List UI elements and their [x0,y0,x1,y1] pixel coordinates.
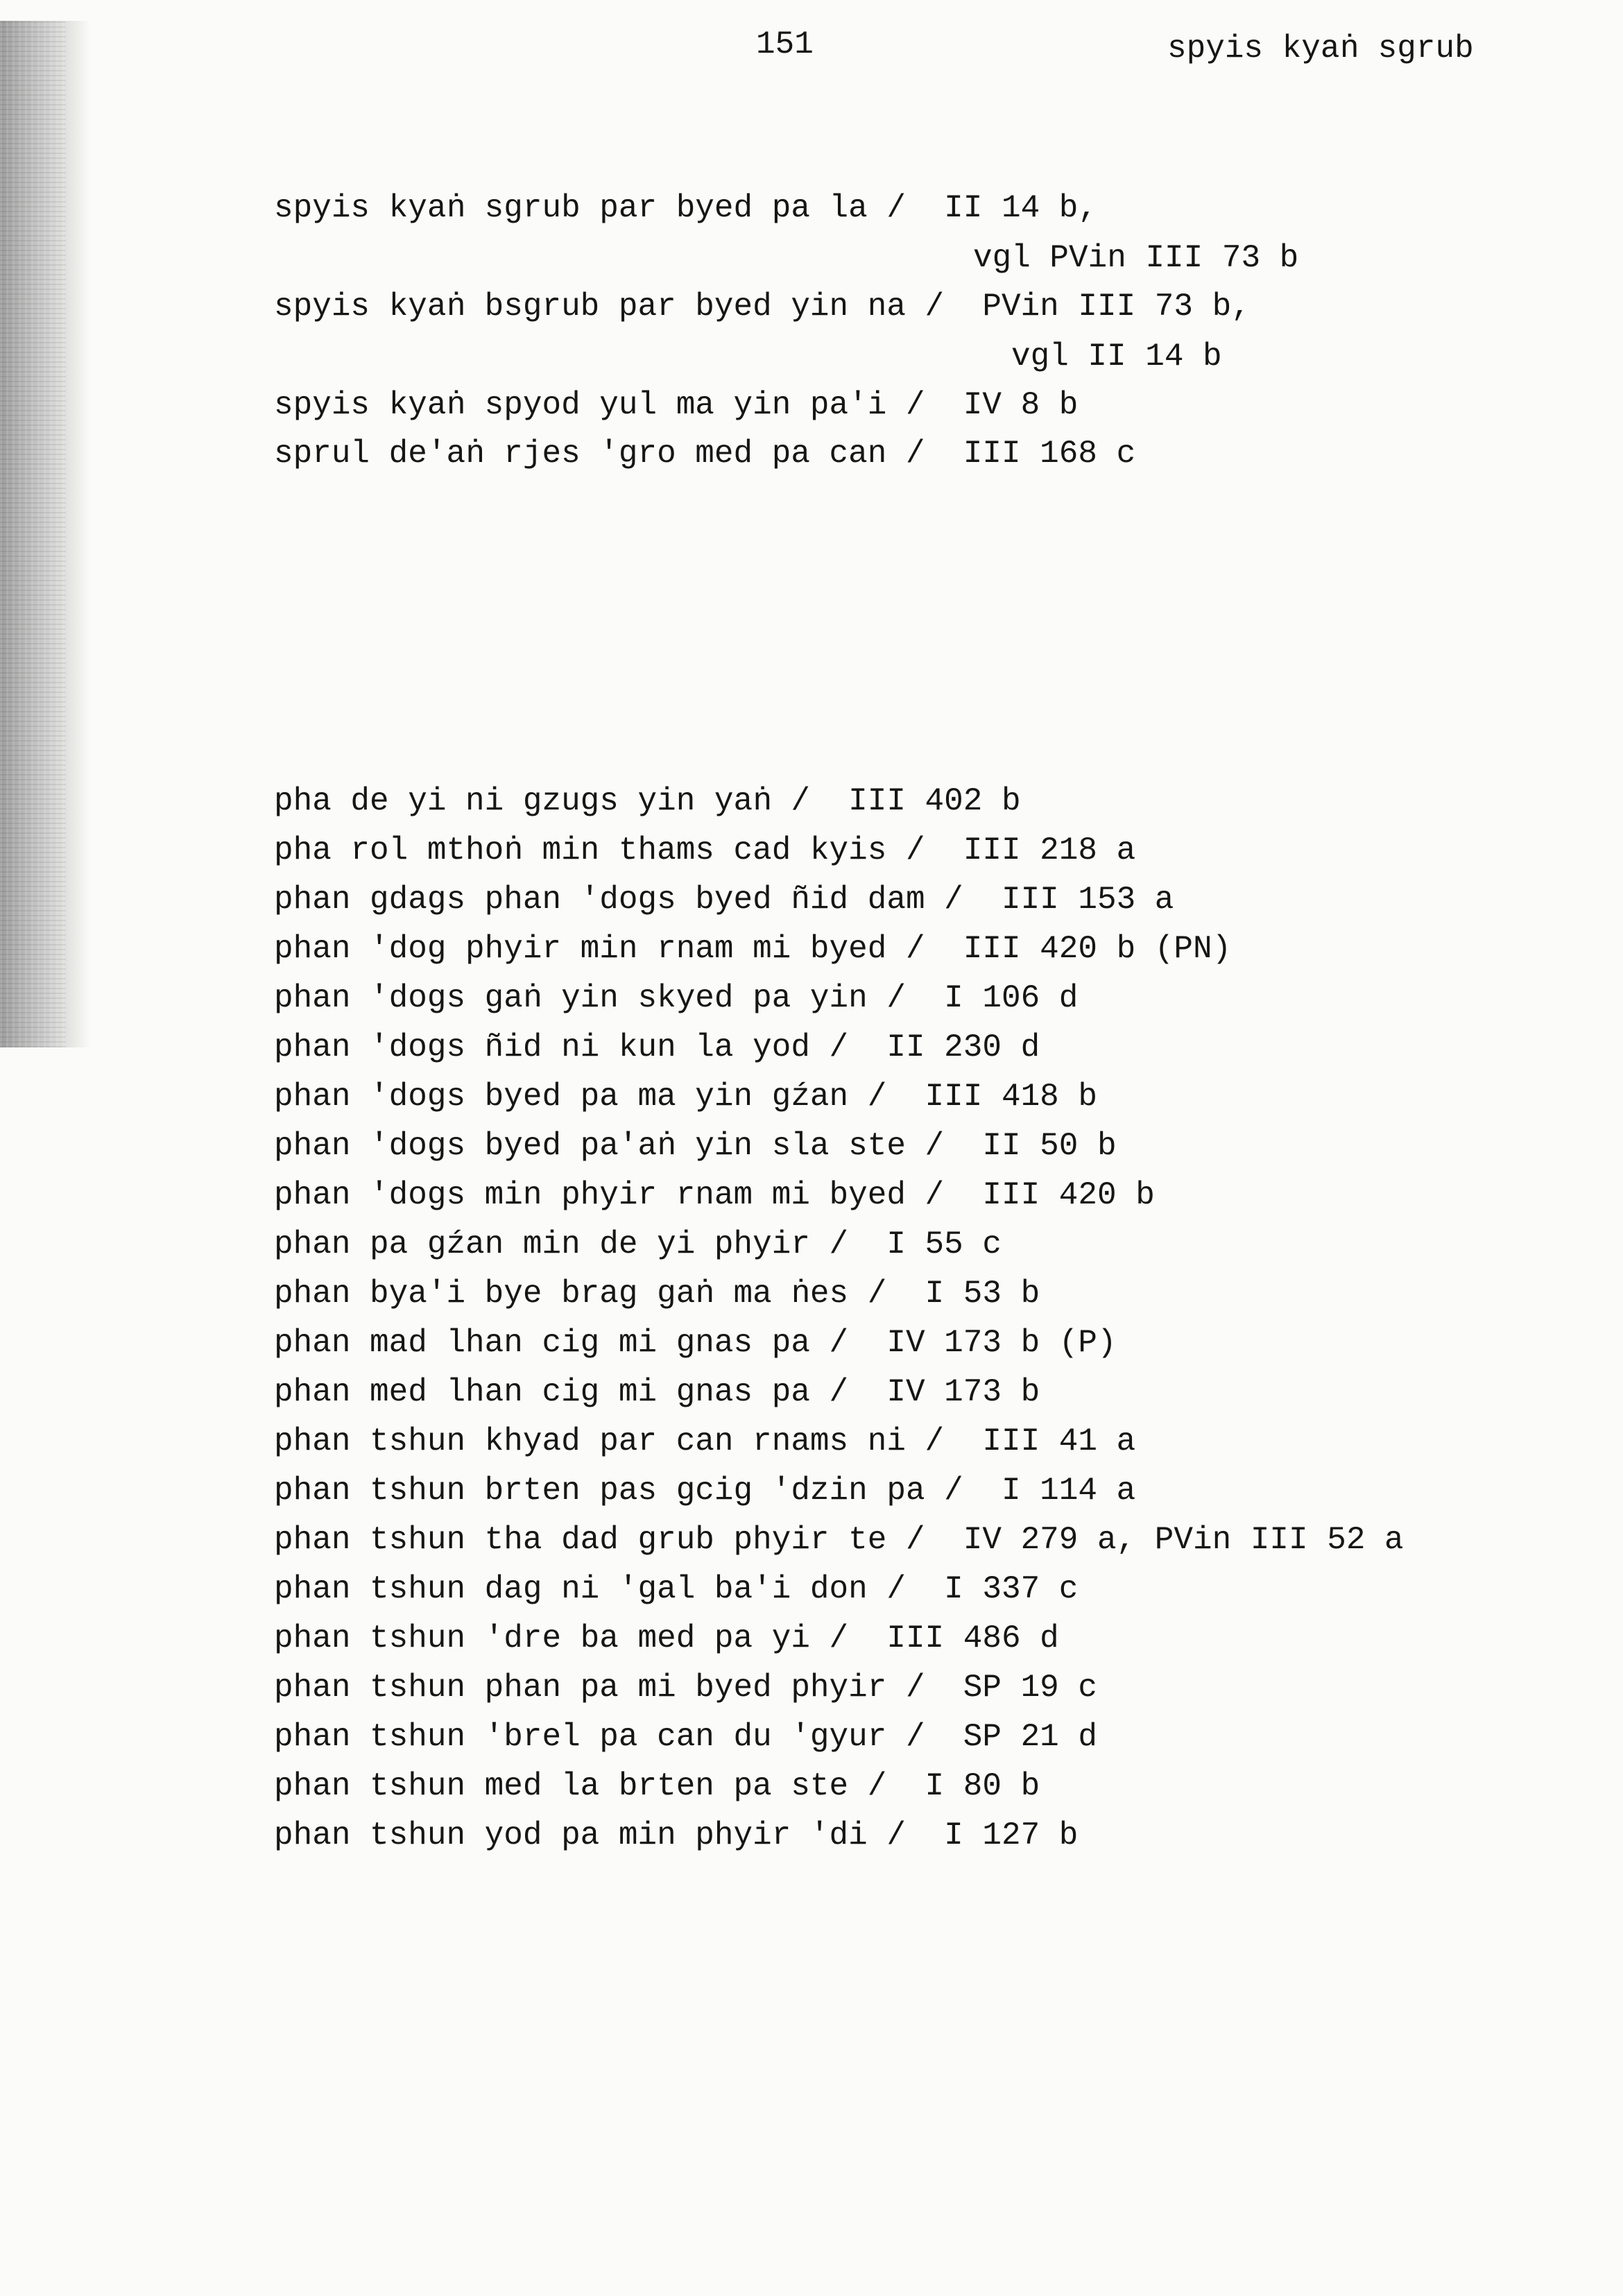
entry-line: phan tshun phan pa mi byed phyir / SP 19 c [274,1670,1097,1706]
entry-line: phan tshun 'dre ba med pa yi / III 486 d [274,1620,1059,1656]
entry-line: phan 'dogs ñid ni kun la yod / II 230 d [274,1029,1040,1065]
entry-line: phan tshun khyad par can rnams ni / III 41 a [274,1423,1136,1459]
entry-continuation: vgl PVin III 73 b [973,240,1299,276]
entry-line: phan tshun med la brten pa ste / I 80 b [274,1768,1040,1804]
running-head: spyis kyaṅ sgrub [1167,31,1474,67]
entry-line: phan tshun tha dad grub phyir te / IV 279 a, PVin III 52 a [274,1522,1404,1558]
entry-line: sprul de'aṅ rjes 'gro med pa can / III 168 c [274,436,1136,472]
entry-line: phan 'dogs byed pa'aṅ yin sla ste / II 50 b [274,1128,1117,1164]
entry-line: phan med lhan cig mi gnas pa / IV 173 b [274,1374,1040,1410]
entry-line: phan 'dog phyir min rnam mi byed / III 420 b (PN) [274,931,1232,967]
entry-line: phan mad lhan cig mi gnas pa / IV 173 b (P) [274,1325,1117,1361]
entry-line: pha de yi ni gzugs yin yaṅ / III 402 b [274,783,1021,819]
entry-continuation: vgl II 14 b [1011,339,1222,375]
scan-binding-texture [0,21,66,1047]
entry-line: spyis kyaṅ spyod yul ma yin pa'i / IV 8 b [274,387,1079,423]
entry-line: phan tshun yod pa min phyir 'di / I 127 b [274,1817,1079,1853]
entry-line: phan tshun brten pas gcig 'dzin pa / I 114 a [274,1473,1136,1509]
entry-line: spyis kyaṅ sgrub par byed pa la / II 14 b, [274,190,1097,226]
entry-line: phan 'dogs byed pa ma yin gźan / III 418 b [274,1079,1097,1115]
entry-line: phan gdags phan 'dogs byed ñid dam / III 153 a [274,882,1174,918]
entry-line: phan 'dogs min phyir rnam mi byed / III 420 b [274,1177,1155,1213]
entry-line: phan tshun 'brel pa can du 'gyur / SP 21 d [274,1719,1097,1755]
entry-line: phan 'dogs gaṅ yin skyed pa yin / I 106 d [274,980,1079,1016]
entry-line: phan tshun dag ni 'gal ba'i don / I 337 c [274,1571,1079,1607]
entry-line: spyis kyaṅ bsgrub par byed yin na / PVin III 73 b, [274,289,1251,325]
entry-line: phan pa gźan min de yi phyir / I 55 c [274,1226,1002,1262]
entry-line: phan bya'i bye brag gaṅ ma ṅes / I 53 b [274,1276,1040,1312]
page-number: 151 [756,26,814,62]
entry-line: pha rol mthoṅ min thams cad kyis / III 218 a [274,832,1136,868]
